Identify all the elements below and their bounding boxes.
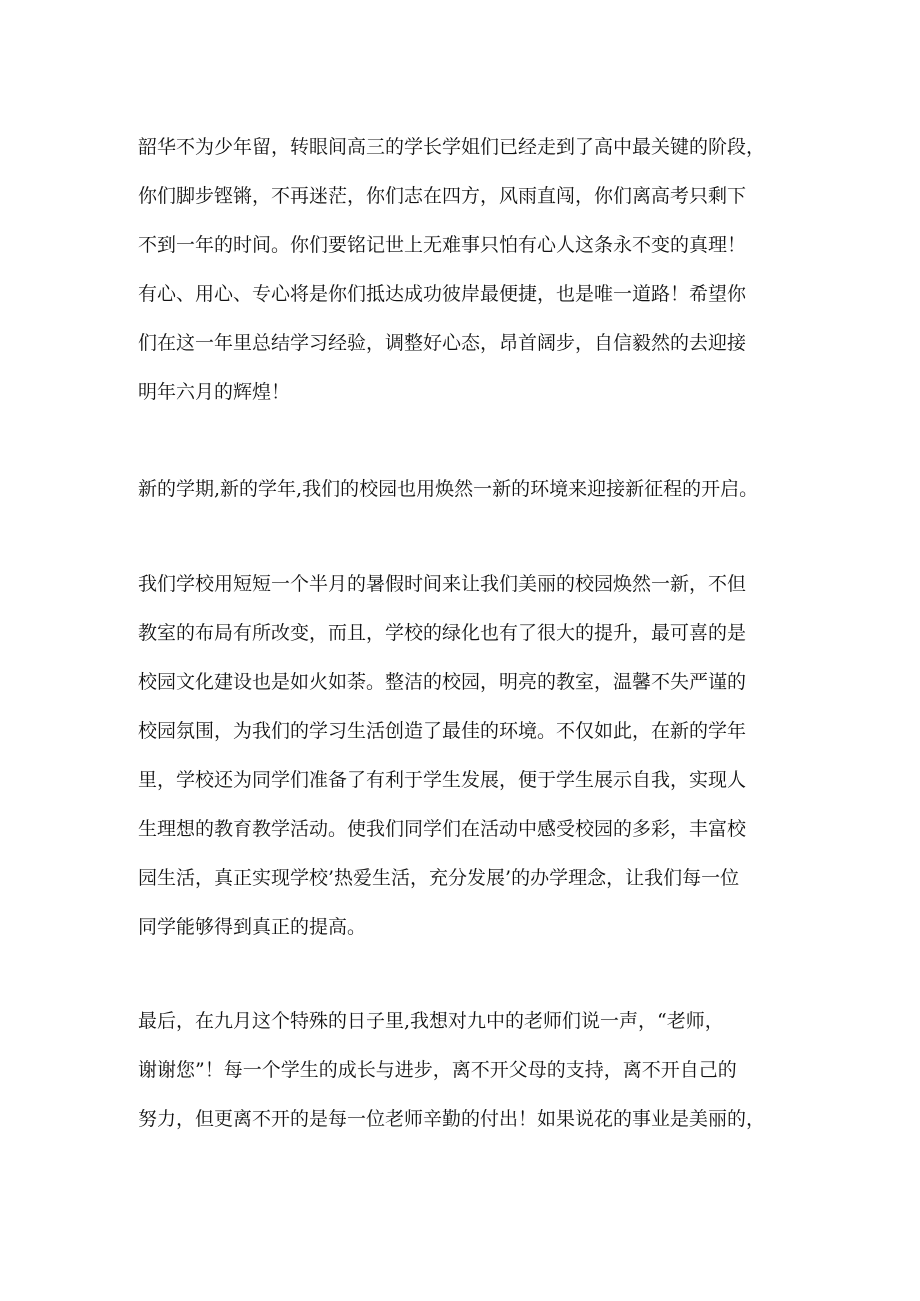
paragraph-3-line-2: 教室的布局有所改变，而且，学校的绿化也有了很大的提升，最可喜的是 [138,622,747,644]
paragraph-3-line-5: 里，学校还为同学们准备了有利于学生发展，便于学生展示自我，实现人 [138,769,747,791]
paragraph-3-line-4: 校园氛围，为我们的学习生活创造了最佳的环境。不仅如此，在新的学年 [138,720,747,742]
paragraph-4-line-1: 最后，在九月这个特殊的日子里,我想对九中的老师们说一声，“老师， [138,1010,724,1032]
paragraph-1-line-2: 你们脚步铿锵，不再迷茫，你们志在四方，风雨直闯，你们离高考只剩下 [138,185,747,207]
paragraph-1-line-6: 明年六月的辉煌！ [138,381,291,403]
paragraph-1-line-1: 韶华不为少年留，转眼间高三的学长学姐们已经走到了高中最关键的阶段， [138,136,766,158]
paragraph-3-line-6: 生理想的教育教学活动。使我们同学们在活动中感受校园的多彩，丰富校 [138,818,747,840]
paragraph-4-line-3: 努力，但更离不开的是每一位老师辛勤的付出！如果说花的事业是美丽的， [138,1108,766,1130]
paragraph-3-line-3: 校园文化建设也是如火如荼。整洁的校园，明亮的教室，温馨不失严谨的 [138,671,747,693]
paragraph-2-line-1: 新的学期,新的学年,我们的校园也用焕然一新的环境来迎接新征程的开启。 [138,478,759,500]
paragraph-1-line-4: 有心、用心、专心将是你们抵达成功彼岸最便捷，也是唯一道路！希望你 [138,283,747,305]
paragraph-1-line-5: 们在这一年里总结学习经验，调整好心态，昂首阔步，自信毅然的去迎接 [138,332,747,354]
paragraph-3-line-1: 我们学校用短短一个半月的暑假时间来让我们美丽的校园焕然一新，不但 [138,573,747,595]
paragraph-1-line-3: 不到一年的时间。你们要铭记世上无难事只怕有心人这条永不变的真理！ [138,234,747,256]
paragraph-3-line-7: 园生活，真正实现学校’热爱生活，充分发展’的办学理念，让我们每一位 [138,867,740,889]
paragraph-4-line-2: 谢谢您”！每一个学生的成长与进步，离不开父母的支持，离不开自己的 [138,1059,737,1081]
paragraph-3-line-8: 同学能够得到真正的提高。 [138,916,367,938]
